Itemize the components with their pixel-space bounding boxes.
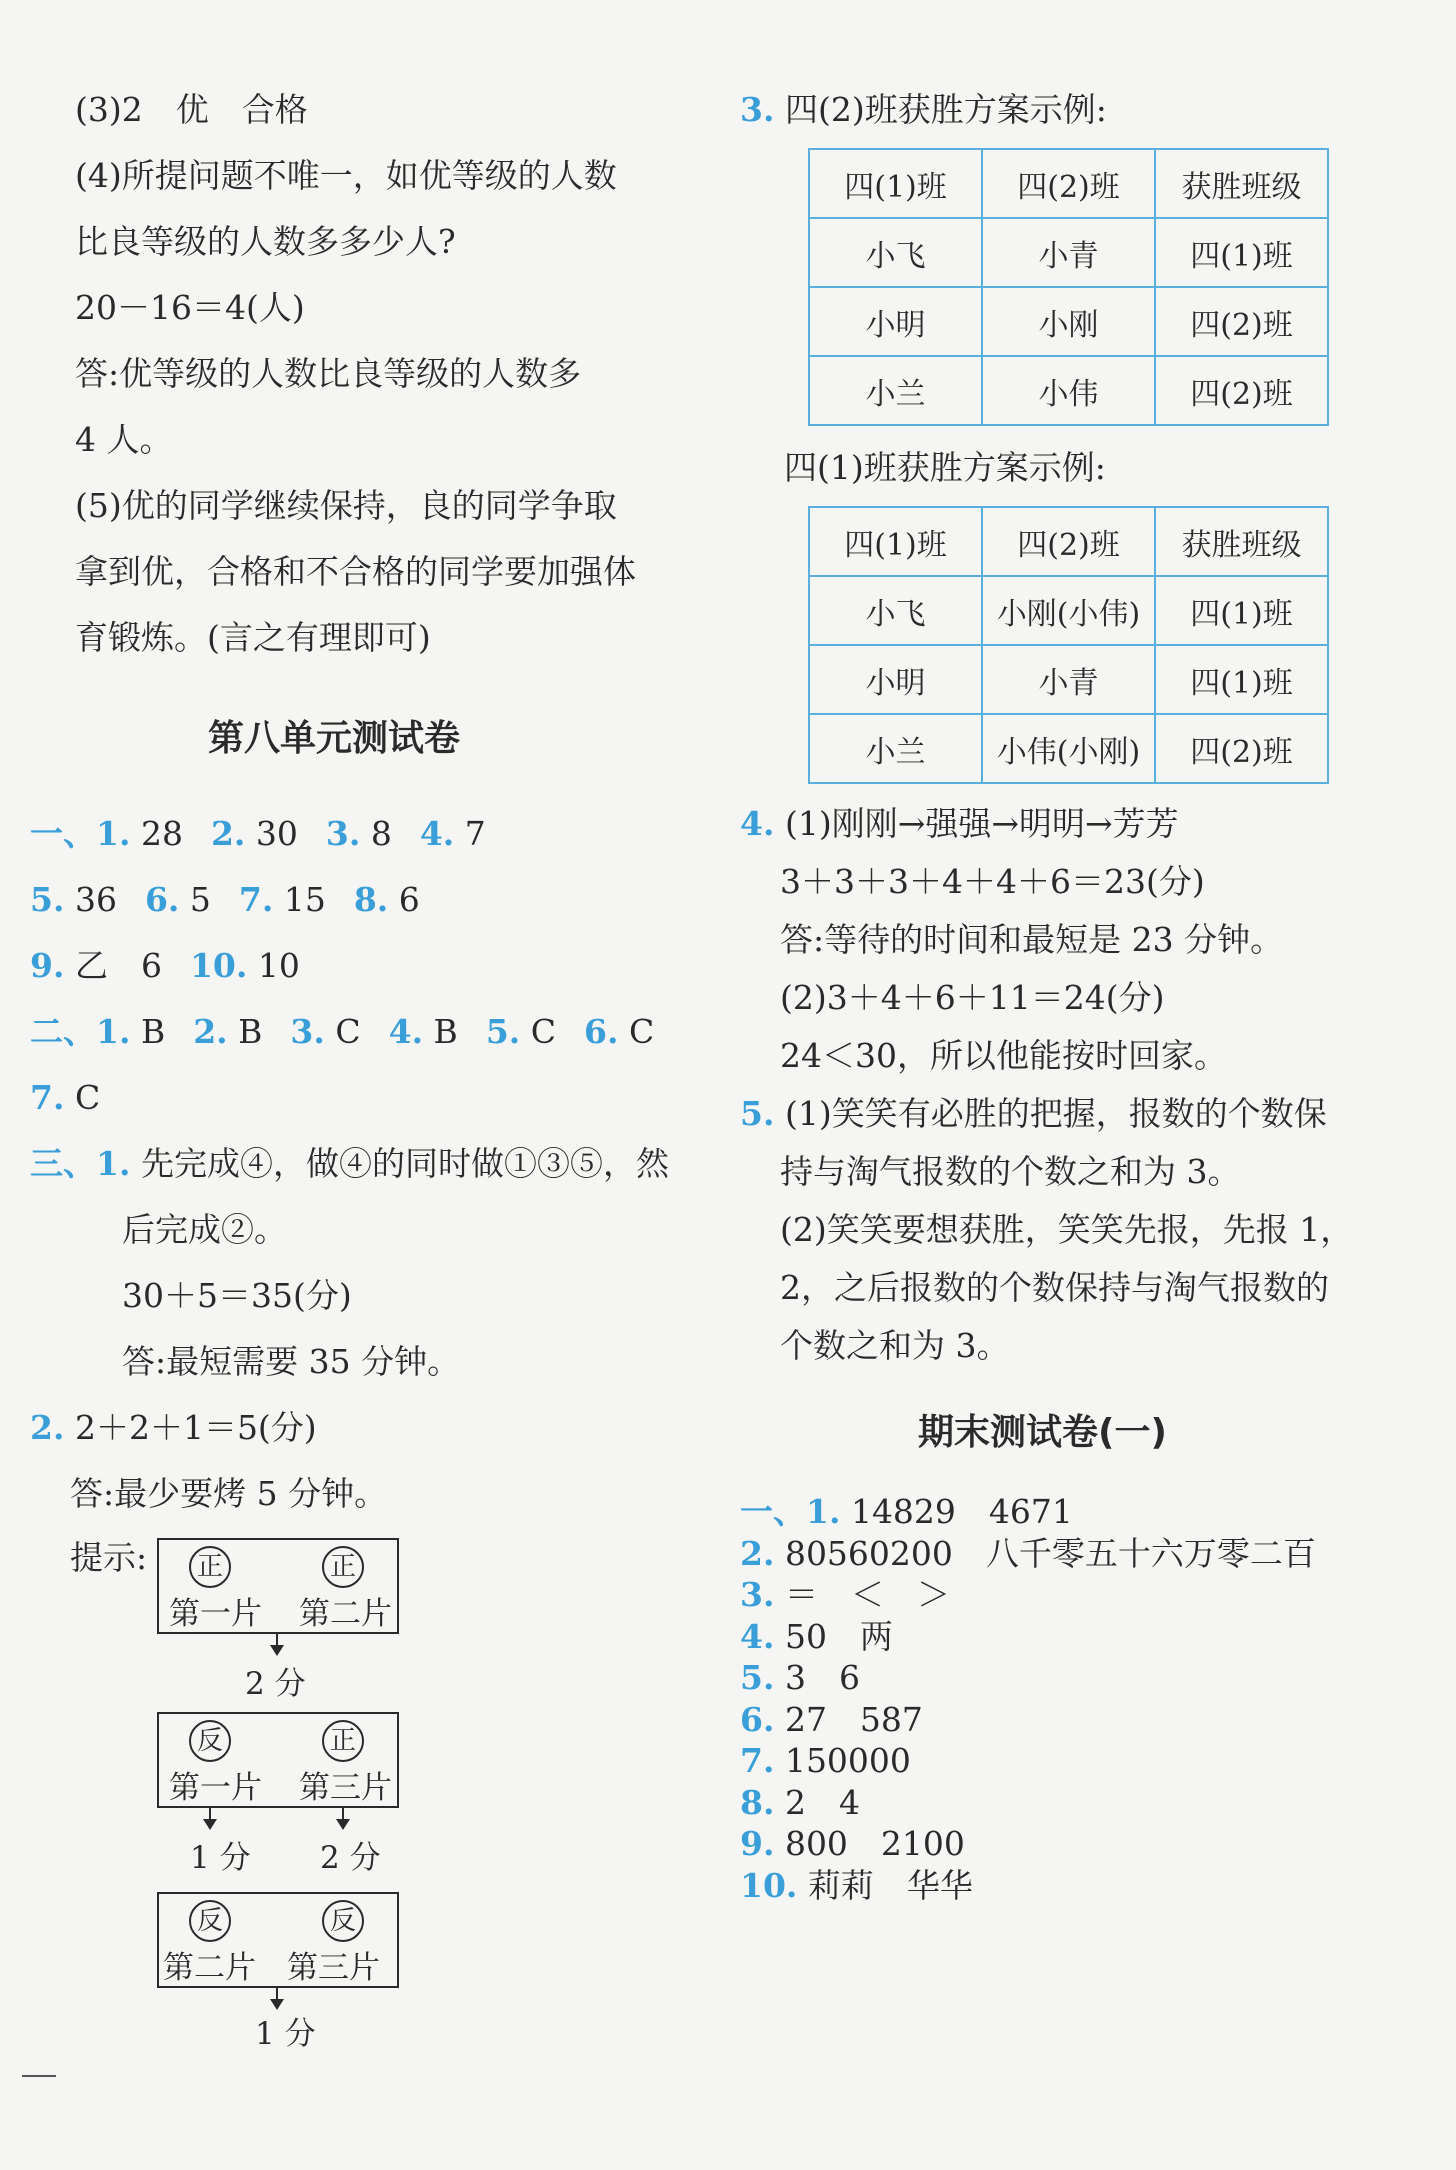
item-number: 5.	[30, 880, 65, 919]
table-cell: 小刚(小伟)	[982, 576, 1155, 645]
unit8-title: 第八单元测试卷	[208, 718, 461, 759]
slice-label: 第三片	[299, 1770, 392, 1806]
item-number: 7.	[740, 1741, 775, 1780]
table-cell: 小青	[982, 218, 1155, 287]
answer-line	[740, 1092, 1327, 1136]
answer-value: 30	[245, 814, 298, 853]
answer-value: 乙 6	[64, 946, 162, 985]
table-row	[809, 645, 1328, 714]
answer-value: C	[520, 1012, 557, 1051]
answer-text: (1)笑笑有必胜的把握，报数的个数保	[784, 1094, 1327, 1133]
item-number: 9.	[740, 1824, 775, 1863]
item-number: 4.	[388, 1012, 424, 1051]
footer-rule	[22, 2075, 56, 2077]
answer-line: 比良等级的人数多多少人?	[75, 222, 456, 261]
answer-line: 育锻炼。(言之有理即可)	[75, 618, 431, 657]
item-number: 9.	[30, 946, 65, 985]
final-answer-line	[740, 1698, 923, 1742]
item-number: 4.	[740, 1616, 775, 1656]
answer-line: 4 人。	[75, 420, 173, 459]
answer-line: 四(1)班获胜方案示例:	[784, 448, 1106, 487]
item-number: 5.	[740, 1094, 775, 1133]
side-circle: 反	[189, 1900, 231, 1942]
answer-value: ＝ ＜ ＞	[774, 1575, 950, 1614]
answer-text: 四(2)班获胜方案示例:	[784, 90, 1107, 129]
time-label: 2 分	[245, 1666, 306, 1702]
answer-value: B	[423, 1012, 458, 1051]
table-row	[809, 507, 1328, 576]
answer-value: 28	[130, 814, 183, 853]
final-answer-line	[740, 1739, 911, 1783]
answer-row	[30, 944, 300, 988]
table-cell: 小飞	[809, 576, 982, 645]
time-label: 1 分	[255, 2016, 316, 2052]
answer-value: 36	[64, 880, 117, 919]
item-number: 7.	[238, 880, 274, 919]
answer-line: 持与淘气报数的个数之和为 3。	[780, 1152, 1241, 1191]
slice-label: 第一片	[169, 1770, 262, 1806]
item-number: 2.	[30, 1408, 65, 1447]
table-cell: 四(1)班	[1155, 576, 1328, 645]
final-answer-line	[740, 1656, 860, 1700]
table-header-cell: 四(1)班	[809, 507, 982, 576]
answer-value: 3 6	[774, 1658, 860, 1697]
answer-value: 莉莉 华华	[797, 1865, 973, 1905]
final-answer-line	[740, 1864, 973, 1908]
answer-line: 答:最短需要 35 分钟。	[122, 1342, 461, 1381]
answer-value: C	[618, 1012, 655, 1051]
answer-value: 5	[179, 880, 211, 919]
table-cell: 小兰	[809, 356, 982, 425]
table-header-cell: 四(2)班	[982, 507, 1155, 576]
side-circle: 正	[189, 1546, 231, 1588]
table-cell: 四(2)班	[1155, 714, 1328, 783]
final-answer-line	[740, 1781, 860, 1825]
answer-line	[30, 1406, 317, 1450]
table-row	[809, 576, 1328, 645]
item-number: 4.	[740, 804, 775, 843]
answer-line: 后完成②。	[122, 1210, 287, 1249]
down-arrow-icon	[276, 1986, 278, 2000]
table-cell: 小兰	[809, 714, 982, 783]
win-plan-table-class1	[808, 506, 1329, 784]
item-number: 3.	[740, 90, 775, 129]
diagram-box-1	[157, 1538, 399, 1634]
item-number: 10.	[189, 946, 248, 985]
answer-row	[30, 1010, 654, 1054]
item-number: 10.	[740, 1865, 798, 1905]
table-cell: 四(1)班	[1155, 645, 1328, 714]
final-answer-line	[740, 1490, 1073, 1534]
table-cell: 四(1)班	[1155, 218, 1328, 287]
item-number: 6.	[740, 1699, 775, 1739]
answer-line: 3＋3＋3＋4＋4＋6＝23(分)	[780, 862, 1205, 901]
answer-row	[30, 812, 486, 856]
side-circle: 反	[189, 1720, 231, 1762]
item-number: 3.	[740, 1575, 775, 1614]
answer-value: 14829 4671	[840, 1492, 1073, 1531]
item-number: 5.	[740, 1658, 775, 1697]
answer-line: 拿到优，合格和不合格的同学要加强体	[75, 552, 636, 591]
time-label: 2 分	[320, 1840, 381, 1876]
item-number: 二、1.	[30, 1012, 131, 1051]
table-row	[809, 287, 1328, 356]
item-number: 6.	[584, 1012, 619, 1051]
hint-label: 提示:	[70, 1538, 148, 1577]
item-number: 2.	[210, 814, 246, 853]
diagram-box-3	[157, 1892, 399, 1988]
answer-value: 27 587	[774, 1699, 923, 1739]
slice-label: 第二片	[299, 1596, 392, 1632]
final-answer-line	[740, 1822, 965, 1866]
answer-line	[30, 1142, 669, 1186]
down-arrow-icon	[209, 1806, 211, 1820]
answer-row	[30, 878, 420, 922]
final-answer-line	[740, 1615, 893, 1659]
answer-value: 6	[388, 880, 420, 919]
item-number: 8.	[353, 880, 389, 919]
table-cell: 四(2)班	[1155, 356, 1328, 425]
answer-line	[740, 802, 1179, 846]
table-row	[809, 149, 1328, 218]
table-cell: 小刚	[982, 287, 1155, 356]
answer-value: 800 2100	[774, 1824, 965, 1863]
answer-text: 2＋2＋1＝5(分)	[74, 1408, 317, 1447]
item-number: 5.	[485, 1012, 521, 1051]
answer-line: (2)笑笑要想获胜，笑笑先报，先报 1，	[780, 1210, 1354, 1249]
answer-row	[30, 1076, 100, 1120]
answer-text: (1)刚刚→强强→明明→芳芳	[784, 804, 1179, 843]
table-cell: 小伟	[982, 356, 1155, 425]
item-number: 8.	[740, 1782, 775, 1822]
table-row	[809, 218, 1328, 287]
item-number: 6.	[144, 880, 180, 919]
table-cell: 四(2)班	[1155, 287, 1328, 356]
answer-text: 先完成④，做④的同时做①③⑤，然	[140, 1144, 669, 1183]
answer-value: 7	[454, 814, 486, 853]
answer-line: 20－16＝4(人)	[75, 288, 305, 327]
answer-line	[740, 88, 1107, 132]
item-number: 3.	[290, 1012, 325, 1051]
answer-value: 50 两	[774, 1616, 893, 1656]
win-plan-table-class2	[808, 148, 1329, 426]
side-circle: 反	[322, 1900, 364, 1942]
item-number: 一、1.	[740, 1492, 841, 1531]
item-number: 三、1.	[30, 1144, 131, 1183]
answer-value: B	[130, 1012, 166, 1051]
table-header-cell: 获胜班级	[1155, 149, 1328, 218]
side-circle: 正	[322, 1546, 364, 1588]
item-number: 7.	[30, 1078, 65, 1117]
answer-line: 答:优等级的人数比良等级的人数多	[75, 354, 582, 393]
table-header-cell: 四(2)班	[982, 149, 1155, 218]
table-cell: 小青	[982, 645, 1155, 714]
item-number: 2.	[740, 1533, 775, 1573]
table-row	[809, 714, 1328, 783]
table-cell: 小明	[809, 287, 982, 356]
answer-value: 80560200 八千零五十六万零二百	[774, 1533, 1316, 1573]
final-answer-line	[740, 1573, 950, 1617]
answer-line: 答:等待的时间和最短是 23 分钟。	[780, 920, 1284, 959]
answer-value: 2 4	[774, 1782, 860, 1822]
diagram-box-2	[157, 1712, 399, 1808]
answer-line: 2，之后报数的个数保持与淘气报数的	[780, 1268, 1329, 1307]
answer-line: 个数之和为 3。	[780, 1326, 1010, 1365]
answer-value: 150000	[774, 1741, 911, 1780]
table-cell: 小飞	[809, 218, 982, 287]
item-number: 2.	[193, 1012, 228, 1051]
answer-line: (3)2 优 合格	[75, 90, 308, 129]
answer-line: 30＋5＝35(分)	[122, 1276, 352, 1315]
final-answer-line	[740, 1532, 1316, 1576]
answer-line: 24＜30，所以他能按时回家。	[780, 1036, 1227, 1075]
item-number: 一、1.	[30, 814, 131, 853]
answer-value: 10	[247, 946, 300, 985]
time-label: 1 分	[190, 1840, 251, 1876]
answer-line: (5)优的同学继续保持，良的同学争取	[75, 486, 617, 525]
answer-line: (2)3＋4＋6＋11＝24(分)	[780, 978, 1165, 1017]
slice-label: 第三片	[287, 1950, 380, 1986]
answer-value: 8	[360, 814, 392, 853]
side-circle: 正	[322, 1720, 364, 1762]
answer-value: C	[64, 1078, 101, 1117]
table-header-cell: 四(1)班	[809, 149, 982, 218]
item-number: 4.	[419, 814, 455, 853]
item-number: 3.	[325, 814, 361, 853]
answer-value: C	[324, 1012, 361, 1051]
table-row	[809, 356, 1328, 425]
answer-line: (4)所提问题不唯一，如优等级的人数	[75, 156, 617, 195]
table-cell: 小伟(小刚)	[982, 714, 1155, 783]
final-exam-title: 期末测试卷(一)	[918, 1412, 1167, 1453]
table-header-cell: 获胜班级	[1155, 507, 1328, 576]
table-cell: 小明	[809, 645, 982, 714]
slice-label: 第二片	[163, 1950, 256, 1986]
answer-value: B	[227, 1012, 263, 1051]
down-arrow-icon	[342, 1806, 344, 1820]
slice-label: 第一片	[169, 1596, 262, 1632]
down-arrow-icon	[276, 1632, 278, 1646]
answer-value: 15	[273, 880, 326, 919]
answer-line: 答:最少要烤 5 分钟。	[70, 1474, 388, 1513]
